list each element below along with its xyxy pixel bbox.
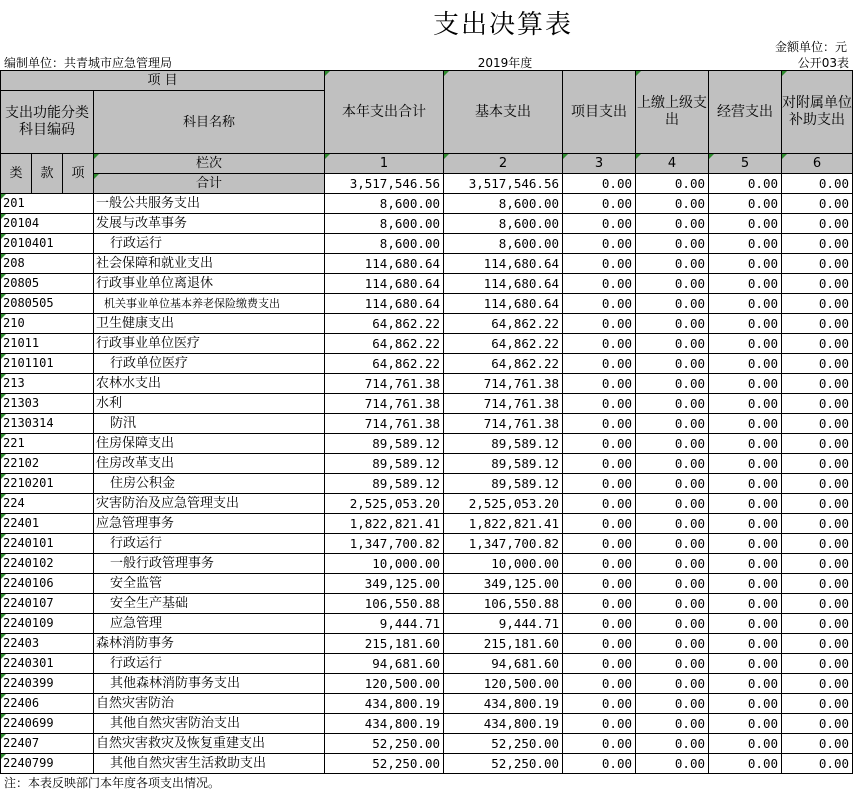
row-amount-col6: 0.00 <box>782 334 853 354</box>
page-title: 支出决算表 <box>432 10 573 40</box>
table-row <box>1 694 853 714</box>
row-amount-col1: 1,822,821.41 <box>325 514 444 534</box>
row-amount-col5: 0.00 <box>709 254 782 274</box>
col6-header: 对附属单位补助支出 <box>782 71 853 154</box>
row-amount-col6: 0.00 <box>782 534 853 554</box>
table-row <box>1 594 853 614</box>
row-amount-col1: 52,250.00 <box>325 734 444 754</box>
row-subject-name: 防汛 <box>94 414 325 434</box>
row-subject-name: 行政运行 <box>94 534 325 554</box>
row-amount-col1: 215,181.60 <box>325 634 444 654</box>
row-amount-col1: 114,680.64 <box>325 254 444 274</box>
row-amount-col3: 0.00 <box>563 454 636 474</box>
row-subject-name: 水利 <box>94 394 325 414</box>
row-amount-col5: 0.00 <box>709 214 782 234</box>
row-amount-col1: 89,589.12 <box>325 434 444 454</box>
col-num-3: 3 <box>563 154 636 174</box>
table-row <box>1 734 853 754</box>
row-amount-col6: 0.00 <box>782 734 853 754</box>
row-amount-col5: 0.00 <box>709 454 782 474</box>
table-row <box>1 274 853 294</box>
row-amount-col3: 0.00 <box>563 394 636 414</box>
row-amount-col3: 0.00 <box>563 574 636 594</box>
row-amount-col1: 89,589.12 <box>325 474 444 494</box>
row-subject-name: 其他自然灾害生活救助支出 <box>94 754 325 774</box>
row-amount-col3: 0.00 <box>563 314 636 334</box>
row-amount-col2: 714,761.38 <box>444 414 563 434</box>
col4-header: 上缴上级支出 <box>636 71 709 154</box>
row-subject-name: 行政运行 <box>94 654 325 674</box>
row-amount-col2: 8,600.00 <box>444 234 563 254</box>
row-amount-col3: 0.00 <box>563 294 636 314</box>
table-row <box>1 234 853 254</box>
row-amount-col4: 0.00 <box>636 214 709 234</box>
row-subject-name: 住房改革支出 <box>94 454 325 474</box>
row-amount-col3: 0.00 <box>563 714 636 734</box>
row-amount-col6: 0.00 <box>782 254 853 274</box>
row-subject-name: 其他自然灾害防治支出 <box>94 714 325 734</box>
row-subject-name: 一般行政管理事务 <box>94 554 325 574</box>
row-amount-col3: 0.00 <box>563 434 636 454</box>
heji-label: 合计 <box>94 174 325 194</box>
row-amount-col1: 106,550.88 <box>325 594 444 614</box>
org-label: 编制单位：共青城市应急管理局 <box>4 56 173 70</box>
row-code: 20104 <box>1 214 94 234</box>
row-amount-col4: 0.00 <box>636 674 709 694</box>
row-amount-col3: 0.00 <box>563 374 636 394</box>
row-amount-col4: 0.00 <box>636 274 709 294</box>
row-amount-col6: 0.00 <box>782 634 853 654</box>
row-code: 210 <box>1 314 94 334</box>
row-amount-col1: 349,125.00 <box>325 574 444 594</box>
subject-name-header: 科目名称 <box>94 91 325 154</box>
row-code: 2240301 <box>1 654 94 674</box>
row-amount-col6: 0.00 <box>782 614 853 634</box>
row-amount-col5: 0.00 <box>709 534 782 554</box>
row-amount-col4: 0.00 <box>636 394 709 414</box>
row-amount-col6: 0.00 <box>782 594 853 614</box>
row-amount-col3: 0.00 <box>563 494 636 514</box>
row-code: 22102 <box>1 454 94 474</box>
row-amount-col6: 0.00 <box>782 374 853 394</box>
row-amount-col2: 64,862.22 <box>444 314 563 334</box>
row-amount-col4: 0.00 <box>636 254 709 274</box>
col-num-6: 6 <box>782 154 853 174</box>
kuan-header: 款 <box>32 154 63 194</box>
row-amount-col5: 0.00 <box>709 314 782 334</box>
row-amount-col2: 714,761.38 <box>444 394 563 414</box>
total-cell: 3,517,546.56 <box>325 174 444 194</box>
row-code: 208 <box>1 254 94 274</box>
row-amount-col3: 0.00 <box>563 754 636 774</box>
row-amount-col6: 0.00 <box>782 454 853 474</box>
row-amount-col1: 9,444.71 <box>325 614 444 634</box>
row-amount-col1: 64,862.22 <box>325 354 444 374</box>
row-amount-col5: 0.00 <box>709 594 782 614</box>
row-amount-col2: 89,589.12 <box>444 474 563 494</box>
row-amount-col5: 0.00 <box>709 614 782 634</box>
table-row <box>1 554 853 574</box>
row-amount-col2: 52,250.00 <box>444 754 563 774</box>
row-amount-col1: 8,600.00 <box>325 234 444 254</box>
row-amount-col2: 114,680.64 <box>444 254 563 274</box>
table-row <box>1 574 853 594</box>
total-cell: 0.00 <box>782 174 853 194</box>
table-row <box>1 394 853 414</box>
col-num-2: 2 <box>444 154 563 174</box>
row-amount-col2: 89,589.12 <box>444 434 563 454</box>
row-amount-col5: 0.00 <box>709 694 782 714</box>
year-label: 2019年度 <box>477 56 533 70</box>
col5-header: 经营支出 <box>709 71 782 154</box>
row-code: 224 <box>1 494 94 514</box>
form-code: 公开03表 <box>797 56 849 70</box>
table-row <box>1 214 853 234</box>
row-code: 2101101 <box>1 354 94 374</box>
col2-header: 基本支出 <box>444 71 563 154</box>
row-amount-col2: 349,125.00 <box>444 574 563 594</box>
row-amount-col1: 714,761.38 <box>325 414 444 434</box>
table-row <box>1 614 853 634</box>
row-amount-col2: 1,347,700.82 <box>444 534 563 554</box>
row-amount-col4: 0.00 <box>636 194 709 214</box>
row-amount-col4: 0.00 <box>636 574 709 594</box>
row-amount-col3: 0.00 <box>563 534 636 554</box>
row-code: 2240102 <box>1 554 94 574</box>
row-amount-col3: 0.00 <box>563 654 636 674</box>
row-amount-col6: 0.00 <box>782 214 853 234</box>
row-amount-col4: 0.00 <box>636 754 709 774</box>
row-subject-name: 应急管理事务 <box>94 514 325 534</box>
row-amount-col3: 0.00 <box>563 254 636 274</box>
col-num-1: 1 <box>325 154 444 174</box>
row-amount-col5: 0.00 <box>709 554 782 574</box>
col1-header: 本年支出合计 <box>325 71 444 154</box>
row-amount-col3: 0.00 <box>563 474 636 494</box>
row-amount-col1: 8,600.00 <box>325 194 444 214</box>
row-amount-col5: 0.00 <box>709 634 782 654</box>
row-amount-col2: 8,600.00 <box>444 214 563 234</box>
row-code: 20805 <box>1 274 94 294</box>
table-row <box>1 534 853 554</box>
row-amount-col6: 0.00 <box>782 274 853 294</box>
table-row <box>1 674 853 694</box>
row-amount-col1: 94,681.60 <box>325 654 444 674</box>
row-amount-col2: 114,680.64 <box>444 274 563 294</box>
row-subject-name: 卫生健康支出 <box>94 314 325 334</box>
row-amount-col4: 0.00 <box>636 614 709 634</box>
row-amount-col3: 0.00 <box>563 234 636 254</box>
row-amount-col6: 0.00 <box>782 654 853 674</box>
row-amount-col3: 0.00 <box>563 354 636 374</box>
row-amount-col6: 0.00 <box>782 294 853 314</box>
table-row <box>1 514 853 534</box>
row-amount-col4: 0.00 <box>636 234 709 254</box>
row-amount-col5: 0.00 <box>709 234 782 254</box>
row-amount-col2: 1,822,821.41 <box>444 514 563 534</box>
row-code: 221 <box>1 434 94 454</box>
row-amount-col3: 0.00 <box>563 594 636 614</box>
row-amount-col6: 0.00 <box>782 514 853 534</box>
row-amount-col2: 94,681.60 <box>444 654 563 674</box>
row-code: 201 <box>1 194 94 214</box>
row-amount-col6: 0.00 <box>782 434 853 454</box>
table-row <box>1 654 853 674</box>
row-subject-name: 发展与改革事务 <box>94 214 325 234</box>
row-amount-col1: 714,761.38 <box>325 374 444 394</box>
row-subject-name: 行政事业单位离退休 <box>94 274 325 294</box>
footnote: 注：本表反映部门本年度各项支出情况。 <box>4 776 221 790</box>
row-amount-col4: 0.00 <box>636 294 709 314</box>
table-row <box>1 374 853 394</box>
row-amount-col6: 0.00 <box>782 754 853 774</box>
row-amount-col6: 0.00 <box>782 554 853 574</box>
row-amount-col5: 0.00 <box>709 294 782 314</box>
row-amount-col4: 0.00 <box>636 434 709 454</box>
row-amount-col2: 52,250.00 <box>444 734 563 754</box>
row-amount-col4: 0.00 <box>636 654 709 674</box>
expenditure-table <box>0 70 853 774</box>
row-amount-col5: 0.00 <box>709 374 782 394</box>
total-cell: 3,517,546.56 <box>444 174 563 194</box>
table-row <box>1 314 853 334</box>
row-amount-col2: 114,680.64 <box>444 294 563 314</box>
row-amount-col5: 0.00 <box>709 754 782 774</box>
total-cell: 0.00 <box>636 174 709 194</box>
item-group-header: 项 目 <box>1 71 325 91</box>
row-subject-name: 自然灾害救灾及恢复重建支出 <box>94 734 325 754</box>
row-amount-col6: 0.00 <box>782 394 853 414</box>
row-code: 21011 <box>1 334 94 354</box>
row-amount-col1: 2,525,053.20 <box>325 494 444 514</box>
row-amount-col4: 0.00 <box>636 494 709 514</box>
lanci-header: 栏次 <box>94 154 325 174</box>
row-amount-col2: 10,000.00 <box>444 554 563 574</box>
row-amount-col4: 0.00 <box>636 514 709 534</box>
row-amount-col5: 0.00 <box>709 574 782 594</box>
row-subject-name: 住房公积金 <box>94 474 325 494</box>
row-amount-col3: 0.00 <box>563 614 636 634</box>
row-subject-name: 森林消防事务 <box>94 634 325 654</box>
row-code: 213 <box>1 374 94 394</box>
row-amount-col5: 0.00 <box>709 514 782 534</box>
row-amount-col6: 0.00 <box>782 714 853 734</box>
row-subject-name: 安全监管 <box>94 574 325 594</box>
row-amount-col5: 0.00 <box>709 194 782 214</box>
row-amount-col3: 0.00 <box>563 334 636 354</box>
row-code: 22406 <box>1 694 94 714</box>
row-amount-col5: 0.00 <box>709 354 782 374</box>
row-code: 22407 <box>1 734 94 754</box>
row-code: 2240399 <box>1 674 94 694</box>
table-row <box>1 414 853 434</box>
row-amount-col4: 0.00 <box>636 454 709 474</box>
row-amount-col4: 0.00 <box>636 634 709 654</box>
total-cell: 0.00 <box>709 174 782 194</box>
row-amount-col5: 0.00 <box>709 334 782 354</box>
table-row <box>1 634 853 654</box>
unit-label: 金额单位：元 <box>774 40 847 54</box>
row-code: 2210201 <box>1 474 94 494</box>
row-amount-col1: 714,761.38 <box>325 394 444 414</box>
row-amount-col4: 0.00 <box>636 314 709 334</box>
table-row <box>1 714 853 734</box>
row-amount-col6: 0.00 <box>782 314 853 334</box>
row-amount-col2: 106,550.88 <box>444 594 563 614</box>
row-amount-col2: 64,862.22 <box>444 354 563 374</box>
func-code-header: 支出功能分类科目编码 <box>1 91 94 154</box>
row-amount-col3: 0.00 <box>563 194 636 214</box>
row-amount-col4: 0.00 <box>636 734 709 754</box>
col-num-5: 5 <box>709 154 782 174</box>
table-row <box>1 434 853 454</box>
row-amount-col6: 0.00 <box>782 234 853 254</box>
row-amount-col4: 0.00 <box>636 374 709 394</box>
row-amount-col4: 0.00 <box>636 594 709 614</box>
row-amount-col3: 0.00 <box>563 214 636 234</box>
row-amount-col3: 0.00 <box>563 274 636 294</box>
row-code: 2240107 <box>1 594 94 614</box>
table-row <box>1 194 853 214</box>
row-amount-col4: 0.00 <box>636 534 709 554</box>
row-amount-col1: 64,862.22 <box>325 314 444 334</box>
row-code: 2240109 <box>1 614 94 634</box>
row-amount-col4: 0.00 <box>636 354 709 374</box>
row-amount-col3: 0.00 <box>563 554 636 574</box>
row-amount-col1: 52,250.00 <box>325 754 444 774</box>
row-amount-col2: 714,761.38 <box>444 374 563 394</box>
row-amount-col4: 0.00 <box>636 714 709 734</box>
row-amount-col6: 0.00 <box>782 194 853 214</box>
row-code: 2010401 <box>1 234 94 254</box>
row-amount-col2: 64,862.22 <box>444 334 563 354</box>
row-subject-name: 农林水支出 <box>94 374 325 394</box>
row-subject-name: 行政事业单位医疗 <box>94 334 325 354</box>
row-amount-col2: 434,800.19 <box>444 694 563 714</box>
xiang-header: 项 <box>63 154 94 194</box>
row-amount-col5: 0.00 <box>709 734 782 754</box>
row-amount-col6: 0.00 <box>782 414 853 434</box>
row-amount-col5: 0.00 <box>709 654 782 674</box>
row-amount-col1: 8,600.00 <box>325 214 444 234</box>
row-amount-col2: 9,444.71 <box>444 614 563 634</box>
row-subject-name: 社会保障和就业支出 <box>94 254 325 274</box>
row-amount-col3: 0.00 <box>563 694 636 714</box>
row-amount-col6: 0.00 <box>782 694 853 714</box>
row-code: 22401 <box>1 514 94 534</box>
row-amount-col1: 1,347,700.82 <box>325 534 444 554</box>
row-amount-col4: 0.00 <box>636 474 709 494</box>
table-row <box>1 334 853 354</box>
row-amount-col5: 0.00 <box>709 674 782 694</box>
row-amount-col2: 434,800.19 <box>444 714 563 734</box>
row-amount-col3: 0.00 <box>563 514 636 534</box>
row-subject-name: 应急管理 <box>94 614 325 634</box>
row-amount-col4: 0.00 <box>636 694 709 714</box>
row-amount-col3: 0.00 <box>563 414 636 434</box>
row-amount-col2: 120,500.00 <box>444 674 563 694</box>
row-code: 22403 <box>1 634 94 654</box>
row-code: 2130314 <box>1 414 94 434</box>
row-subject-name: 其他森林消防事务支出 <box>94 674 325 694</box>
row-subject-name: 安全生产基础 <box>94 594 325 614</box>
row-subject-name: 行政运行 <box>94 234 325 254</box>
row-amount-col1: 114,680.64 <box>325 294 444 314</box>
table-row <box>1 754 853 774</box>
table-row <box>1 294 853 314</box>
lei-header: 类 <box>1 154 32 194</box>
row-subject-name: 自然灾害防治 <box>94 694 325 714</box>
row-code: 2240101 <box>1 534 94 554</box>
row-amount-col5: 0.00 <box>709 274 782 294</box>
table-row <box>1 474 853 494</box>
table-row <box>1 454 853 474</box>
row-amount-col5: 0.00 <box>709 714 782 734</box>
row-amount-col2: 89,589.12 <box>444 454 563 474</box>
col-num-4: 4 <box>636 154 709 174</box>
row-amount-col4: 0.00 <box>636 554 709 574</box>
row-amount-col3: 0.00 <box>563 674 636 694</box>
row-amount-col1: 434,800.19 <box>325 714 444 734</box>
row-amount-col1: 10,000.00 <box>325 554 444 574</box>
row-amount-col2: 2,525,053.20 <box>444 494 563 514</box>
row-subject-name: 住房保障支出 <box>94 434 325 454</box>
row-amount-col4: 0.00 <box>636 414 709 434</box>
row-amount-col1: 89,589.12 <box>325 454 444 474</box>
total-cell: 0.00 <box>563 174 636 194</box>
row-amount-col6: 0.00 <box>782 474 853 494</box>
row-amount-col1: 114,680.64 <box>325 274 444 294</box>
row-amount-col5: 0.00 <box>709 434 782 454</box>
row-amount-col5: 0.00 <box>709 394 782 414</box>
row-amount-col2: 215,181.60 <box>444 634 563 654</box>
table-row <box>1 354 853 374</box>
row-amount-col5: 0.00 <box>709 414 782 434</box>
row-amount-col6: 0.00 <box>782 674 853 694</box>
row-amount-col3: 0.00 <box>563 734 636 754</box>
row-amount-col6: 0.00 <box>782 354 853 374</box>
row-subject-name: 灾害防治及应急管理支出 <box>94 494 325 514</box>
table-row <box>1 494 853 514</box>
row-amount-col5: 0.00 <box>709 494 782 514</box>
row-code: 2240106 <box>1 574 94 594</box>
col3-header: 项目支出 <box>563 71 636 154</box>
row-amount-col6: 0.00 <box>782 574 853 594</box>
row-amount-col1: 64,862.22 <box>325 334 444 354</box>
row-amount-col1: 120,500.00 <box>325 674 444 694</box>
row-amount-col6: 0.00 <box>782 494 853 514</box>
row-code: 21303 <box>1 394 94 414</box>
row-code: 2240799 <box>1 754 94 774</box>
row-amount-col4: 0.00 <box>636 334 709 354</box>
row-subject-name: 机关事业单位基本养老保险缴费支出 <box>94 294 325 314</box>
table-row <box>1 254 853 274</box>
row-amount-col1: 434,800.19 <box>325 694 444 714</box>
row-amount-col2: 8,600.00 <box>444 194 563 214</box>
row-amount-col3: 0.00 <box>563 634 636 654</box>
row-code: 2080505 <box>1 294 94 314</box>
row-amount-col5: 0.00 <box>709 474 782 494</box>
row-code: 2240699 <box>1 714 94 734</box>
row-subject-name: 行政单位医疗 <box>94 354 325 374</box>
row-subject-name: 一般公共服务支出 <box>94 194 325 214</box>
